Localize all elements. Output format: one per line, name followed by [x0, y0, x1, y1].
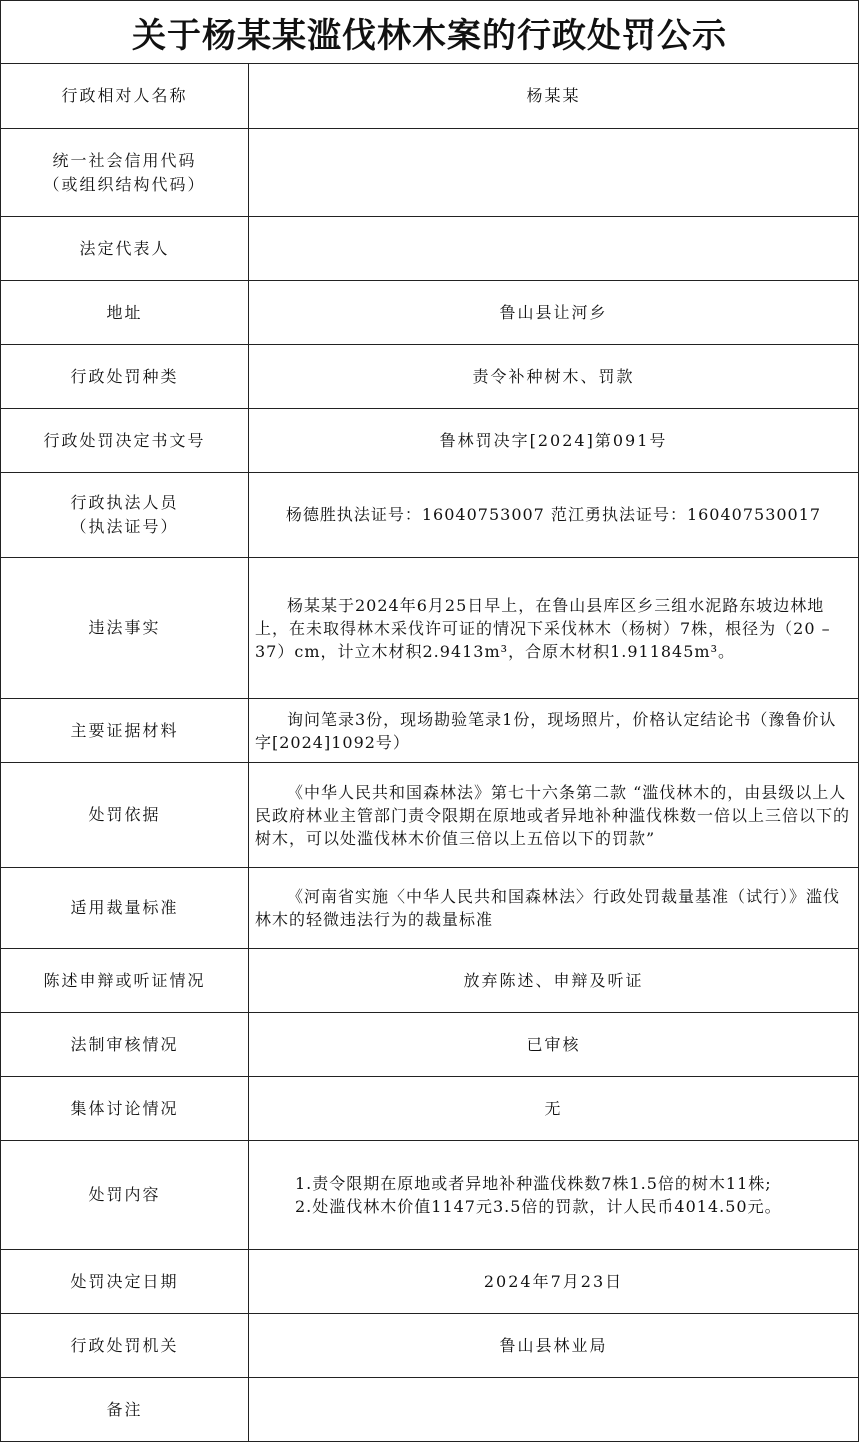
- list-item: 1.责令限期在原地或者异地补种滥伐株数7株1.5倍的树木11株;: [295, 1174, 772, 1193]
- penalty-info-table: [0, 63, 859, 1442]
- table-row: [1, 1141, 859, 1250]
- row-value: 杨某某于2024年6月25日早上，在鲁山县库区乡三组水泥路东坡边林地上，在未取得林木采伐许可证的情况下采伐林木（杨树）7株，根径为（20 – 37）cm，计立木材积2.9413m³，合原木材积1.911845m³。: [249, 558, 859, 699]
- row-value: 鲁山县让河乡: [249, 281, 859, 345]
- row-value: 《中华人民共和国森林法》第七十六条第二款 “滥伐林木的，由县级以上人民政府林业主管部门责令限期在原地或者异地补种滥伐株数一倍以上三倍以下的树木，可以处滥伐林木价值三倍以上五倍以下的罚款”: [249, 763, 859, 868]
- table-row: [1, 1250, 859, 1314]
- row-value: 2024年7月23日: [249, 1250, 859, 1314]
- table-row: [1, 949, 859, 1013]
- row-label: 行政执法人员 （执法证号）: [1, 473, 249, 558]
- row-label: 集体讨论情况: [1, 1077, 249, 1141]
- row-label: 适用裁量标准: [1, 868, 249, 949]
- title-bar: [0, 0, 859, 64]
- page-title: 关于杨某某滥伐林木案的行政处罚公示: [132, 15, 727, 56]
- table-row: [1, 473, 859, 558]
- penalty-items: [255, 1172, 852, 1218]
- row-label: 法制审核情况: [1, 1013, 249, 1077]
- row-value: [249, 1378, 859, 1442]
- row-label: 处罚决定日期: [1, 1250, 249, 1314]
- row-label: 处罚内容: [1, 1141, 249, 1250]
- row-value: 责令补种树木、罚款: [249, 345, 859, 409]
- row-label: 违法事实: [1, 558, 249, 699]
- table-row: [1, 1077, 859, 1141]
- table-row: [1, 129, 859, 217]
- row-value: 无: [249, 1077, 859, 1141]
- row-label: 法定代表人: [1, 217, 249, 281]
- table-row: [1, 409, 859, 473]
- row-label: 地址: [1, 281, 249, 345]
- table-row: [1, 558, 859, 699]
- row-value: 鲁林罚决字[2024]第091号: [249, 409, 859, 473]
- row-value: 鲁山县林业局: [249, 1314, 859, 1378]
- row-value: 杨某某: [249, 64, 859, 129]
- row-value: [249, 129, 859, 217]
- table-row: [1, 763, 859, 868]
- row-label: 行政处罚机关: [1, 1314, 249, 1378]
- table-row: [1, 1378, 859, 1442]
- table-row: [1, 217, 859, 281]
- row-value: 询问笔录3份，现场勘验笔录1份，现场照片，价格认定结论书（豫鲁价认字[2024]1092号）: [249, 699, 859, 763]
- row-value: [249, 1141, 859, 1250]
- row-label: 备注: [1, 1378, 249, 1442]
- row-label: 处罚依据: [1, 763, 249, 868]
- table-row: [1, 64, 859, 129]
- row-label: 行政处罚决定书文号: [1, 409, 249, 473]
- table-row: [1, 345, 859, 409]
- row-label: 陈述申辩或听证情况: [1, 949, 249, 1013]
- row-label: 行政处罚种类: [1, 345, 249, 409]
- table-row: [1, 281, 859, 345]
- row-label: 统一社会信用代码 （或组织结构代码）: [1, 129, 249, 217]
- row-value: 《河南省实施〈中华人民共和国森林法〉行政处罚裁量基准（试行）》滥伐林木的轻微违法行为的裁量标准: [249, 868, 859, 949]
- row-value: 杨德胜执法证号：16040753007 范江勇执法证号：160407530017: [249, 473, 859, 558]
- table-row: [1, 1314, 859, 1378]
- table-row: [1, 699, 859, 763]
- table-row: [1, 868, 859, 949]
- list-item: 2.处滥伐林木价值1147元3.5倍的罚款，计人民币4014.50元。: [295, 1197, 782, 1216]
- row-value: 放弃陈述、申辩及听证: [249, 949, 859, 1013]
- row-value: [249, 217, 859, 281]
- row-label: 行政相对人名称: [1, 64, 249, 129]
- row-label: 主要证据材料: [1, 699, 249, 763]
- row-value: 已审核: [249, 1013, 859, 1077]
- table-row: [1, 1013, 859, 1077]
